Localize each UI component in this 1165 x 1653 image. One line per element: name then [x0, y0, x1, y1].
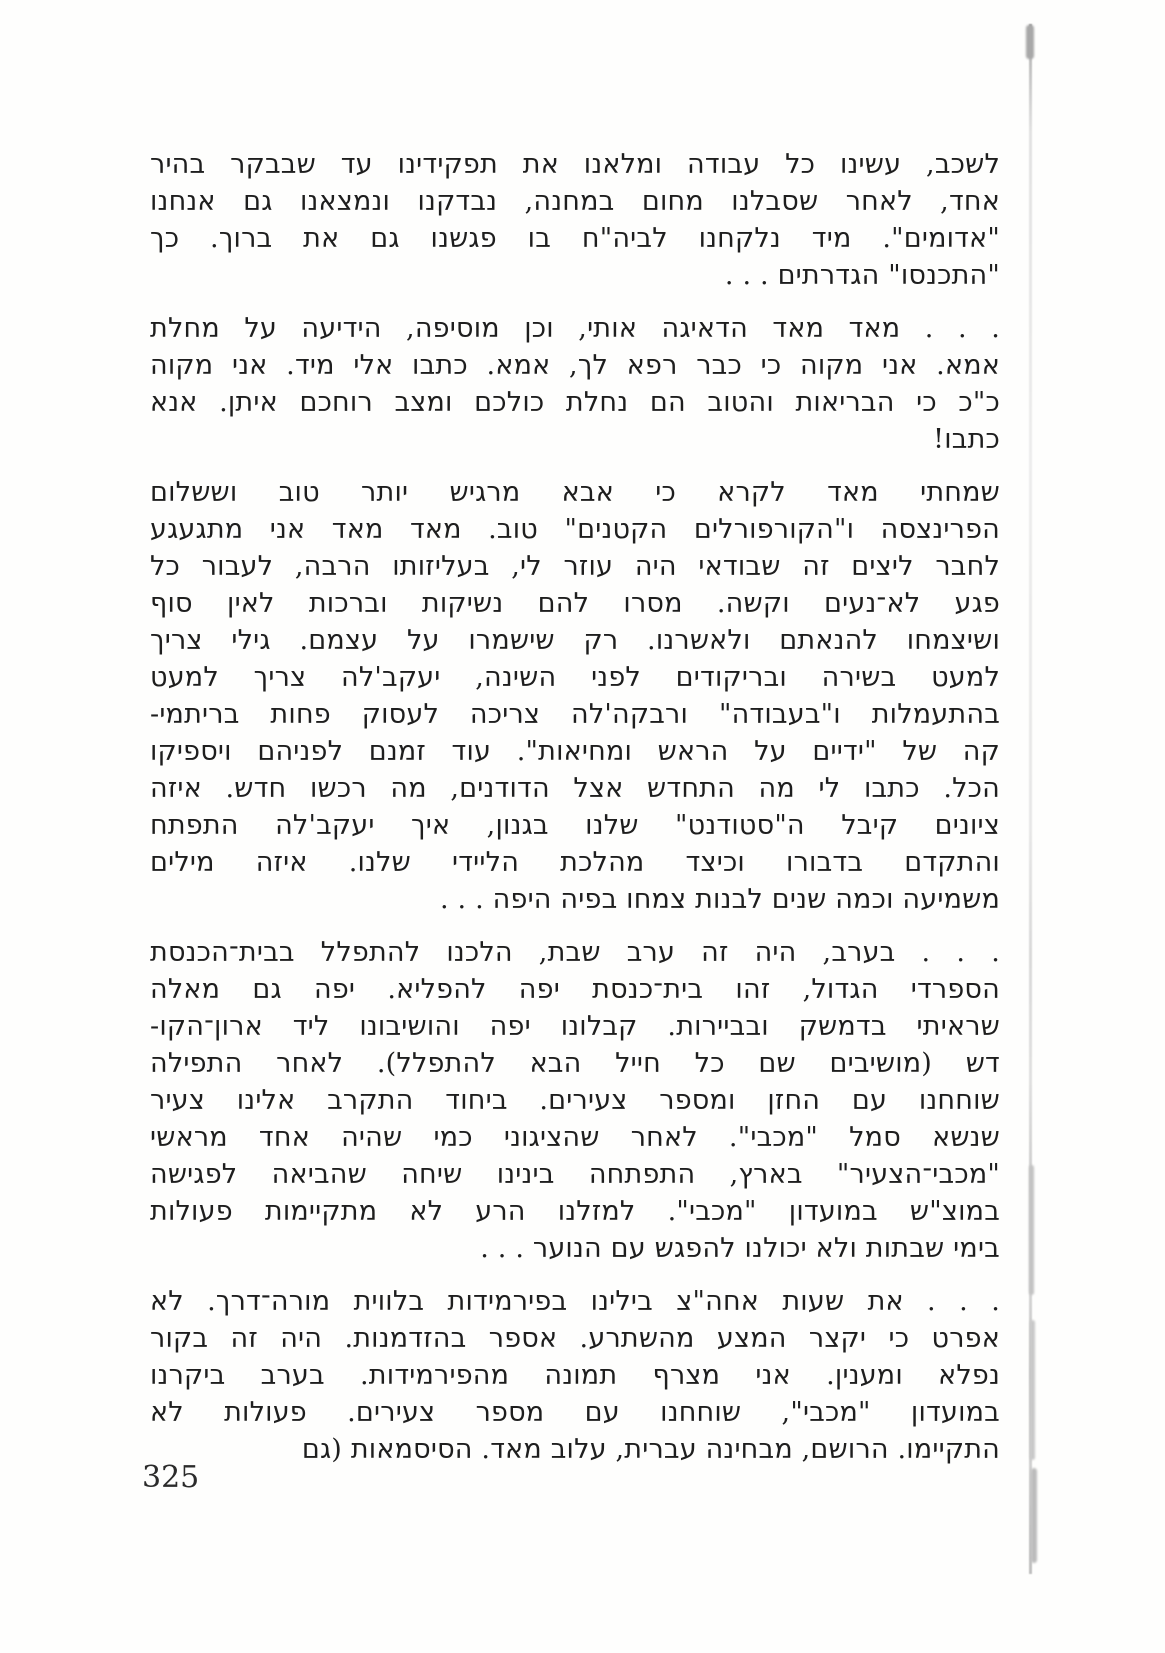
- text-line: אמא. אני מקוה כי כבר רפא לך, אמא. כתבו אלי מיד. אני מקוה: [150, 350, 1000, 381]
- text-line: ושיצמחו להנאתם ולאשרנו. רק שישמרו על עצמם. גילי צריך: [150, 625, 1000, 656]
- text-line: בהתעמלות ו"בעבודה" ורבקה'לה צריכה לעסוק פחות בריתמי-: [150, 699, 1000, 730]
- text-line: שוחחנו עם החזן ומספר צעירים. ביחוד התקרב אלינו צעיר: [150, 1085, 1000, 1116]
- text-line: אחד, לאחר שסבלנו מחום במחנה, נבדקנו ונמצאנו גם אנחנו: [150, 186, 1000, 217]
- text-line: במוצ"ש במועדון "מכבי". למזלנו הרע לא מתקיימות פעולות: [150, 1196, 1000, 1227]
- text-line: הפרינצסה ו"הקורפורלים הקטנים" טוב. מאד מאד אני מתגעגע: [150, 514, 1000, 545]
- text-line: . . . בערב, היה זה ערב שבת, הלכנו להתפלל בבית־הכנסת: [150, 937, 1000, 968]
- text-line: "מכבי־הצעיר" בארץ, התפתחה בינינו שיחה שהביאה לפגישה: [150, 1159, 1000, 1190]
- text-line: בימי שבתות ולא יכולנו להפגש עם הנוער . . .: [480, 1233, 1000, 1264]
- paragraph: [150, 934, 1000, 1267]
- text-line: שמחתי מאד לקרא כי אבא מרגיש יותר טוב וששלום: [150, 477, 1000, 508]
- text-line: קה של "ידיים על הראש ומחיאות". עוד זמנם לפניהם ויספיקו: [150, 736, 1000, 767]
- text-line: כתבו!: [933, 424, 1000, 455]
- scan-artifact-blob: [1026, 25, 1034, 59]
- text-line: לחבר ליצים זה שבודאי היה עוזר לי, בעליזותו הרבה, לעבור כל: [150, 551, 1000, 582]
- text-line: ציונים קיבל ה"סטודנט" שלנו בגנון, איך יעקב'לה התפתח: [150, 810, 1000, 841]
- page-number: 325: [142, 1460, 200, 1495]
- text-line: פגע לא־נעים וקשה. מסרו להם נשיקות וברכות לאין סוף: [150, 588, 1000, 619]
- text-line: התקיימו. הרושם, מבחינה עברית, עלוב מאד. הסיסמאות (גם: [301, 1434, 1000, 1465]
- text-line: והתקדם בדבורו וכיצד מהלכת הליידי שלנו. איזה מילים: [150, 847, 1000, 878]
- text-line: . . . את שעות אחה"צ בילינו בפירמידות בלווית מורה־דרך. לא: [150, 1286, 1000, 1317]
- scan-artifact-blob: [1031, 1468, 1037, 1563]
- text-line: אפרט כי יקצר המצע מהשתרע. אספר בהזדמנות. היה זה בקור: [150, 1323, 1000, 1354]
- text-column: [150, 146, 1000, 1484]
- text-line: הכל. כתבו לי מה התחדש אצל הדודנים, מה רכשו חדש. איזה: [150, 773, 1000, 804]
- text-line: כ"כ כי הבריאות והטוב הם נחלת כולכם ומצב רוחכם איתן. אנא: [150, 387, 1000, 418]
- text-line: נפלא ומענין. אני מצרף תמונה מהפירמידות. בערב ביקרנו: [150, 1360, 1000, 1391]
- scan-artifact-blob: [1030, 1320, 1035, 1460]
- scan-artifact-blob: [1029, 1165, 1034, 1295]
- text-line: . . . מאד מאד הדאיגה אותי, וכן מוסיפה, הידיעה על מחלת: [150, 313, 1000, 344]
- paragraph: [150, 146, 1000, 294]
- paragraph: [150, 1283, 1000, 1468]
- paragraph: [150, 310, 1000, 458]
- text-line: משמיעה וכמה שנים לבנות צמחו בפיה היפה . . .: [439, 884, 1000, 915]
- text-line: שנשא סמל "מכבי". לאחר שהציגוני כמי שהיה אחד מראשי: [150, 1122, 1000, 1153]
- text-line: במועדון "מכבי", שוחחנו עם מספר צעירים. פעולות לא: [150, 1397, 1000, 1428]
- text-line: שראיתי בדמשק ובביירות. קבלונו יפה והושיבונו ליד ארון־הקו-: [150, 1011, 1000, 1042]
- text-line: "התכנסו" הגדרתים . . .: [724, 260, 1000, 291]
- text-line: "אדומים". מיד נלקחנו לביה"ח בו פגשנו גם את ברוך. כך: [150, 223, 1000, 254]
- paragraph: [150, 474, 1000, 918]
- text-line: לשכב, עשינו כל עבודה ומלאנו את תפקידינו עד שבבקר בהיר: [150, 149, 1000, 180]
- text-line: למעט בשירה ובריקודים לפני השינה, יעקב'לה צריך למעט: [150, 662, 1000, 693]
- text-line: הספרדי הגדול, זהו בית־כנסת יפה להפליא. יפה גם מאלה: [150, 974, 1000, 1005]
- text-line: דש (מושיבים שם כל חייל הבא להתפלל). לאחר התפילה: [150, 1048, 1000, 1079]
